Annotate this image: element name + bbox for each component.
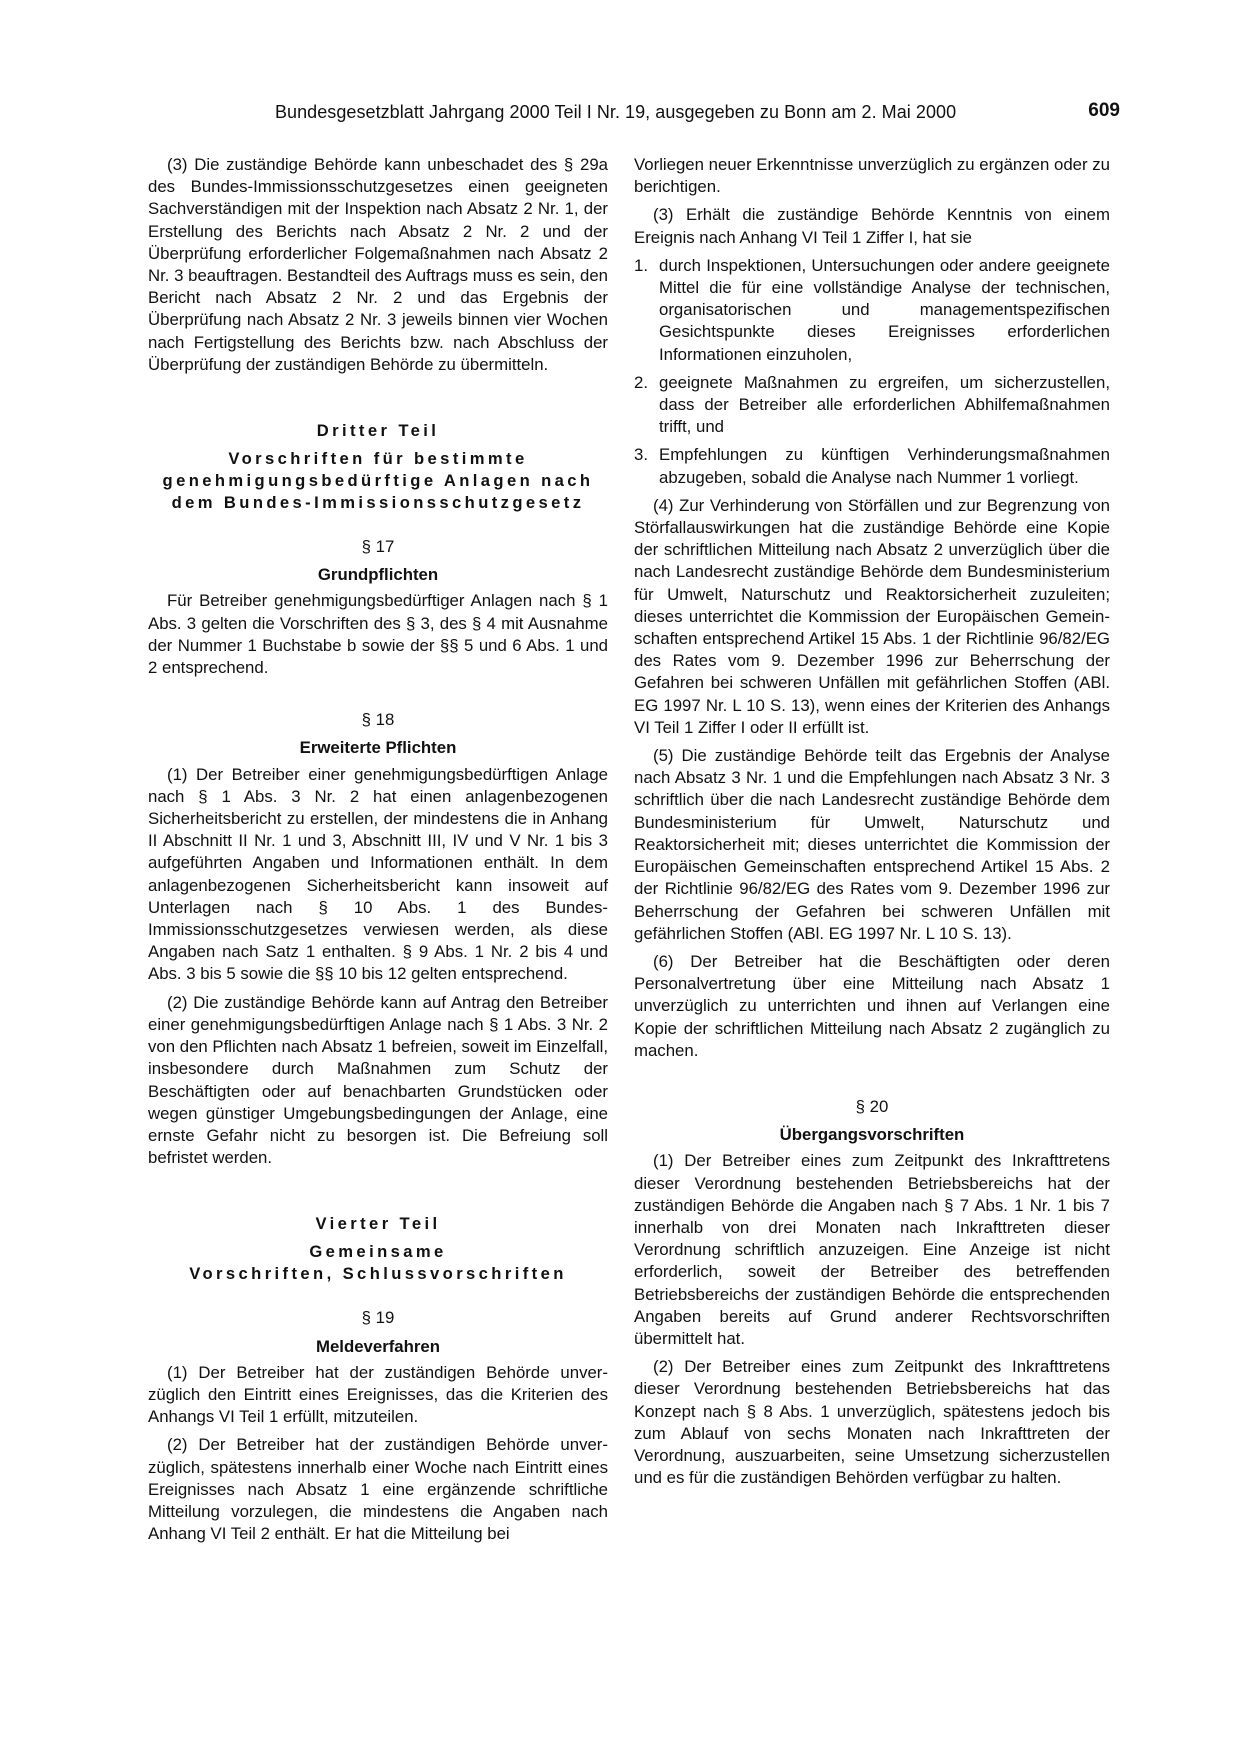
- list-item: [634, 372, 1110, 439]
- part-subheading-3-line2: genehmigungsbedürftige Anlagen nach: [162, 471, 594, 491]
- list-item-text: geeignete Maßnahmen zu ergreifen, um sicherzustellen, dass der Betreiber alle erforderlichen Abhilfemaßnahmen trifft, und: [659, 372, 1110, 437]
- right-column: [634, 154, 1110, 1495]
- part-subheading-3-line3: dem Bundes-Immissionsschutzgesetz: [171, 493, 585, 513]
- running-title: Bundesgesetzblatt Jahrgang 2000 Teil I Nr. 19, ausgegeben zu Bonn am 2. Mai 2000: [275, 102, 957, 122]
- paragraph-16-3: (3) Die zuständige Behörde kann unbeschadet des § 29a des Bundes-Immissionsschutzgesetzes einen geeigneten Sachverständigen mit der Inspektion nach Absatz 2 Nr. 1, der Erstellung des Berichts nach Absatz 2 Nr. 2 und der Überprüfung erforderlicher Folgemaßnahmen nach Absatz 2 Nr. 3 beauftragen. Bestandteil des Auftrags muss es sein, den Bericht nach Absatz 2 Nr. 2 und das Ergebnis der Überprüfung nach Absatz 2 Nr. 3 jeweils binnen vier Wochen nach Fertigstellung des Berichts bzw. nach Abschluss der Überprüfung der zuständigen Behörde zu übermitteln.: [148, 155, 608, 374]
- section-19-paragraph-2-continued: Vorliegen neuer Erkenntnisse unverzüglich zu ergänzen oder zu berichtigen.: [634, 155, 1110, 197]
- section-number-17: § 17: [361, 537, 395, 557]
- part-subheading-4-line2: Vorschriften, Schlussvorschriften: [189, 1264, 567, 1284]
- section-17-paragraph: Für Betreiber genehmigungsbedürftiger Anlagen nach § 1 Abs. 3 gelten die Vorschriften des § 3, des § 4 mit Ausnahme der Nummer 1 Buchstabe b sowie der §§ 5 und 6 Abs. 1 und 2 entsprechend.: [148, 591, 608, 678]
- section-20-paragraph-1: (1) Der Betreiber eines zum Zeitpunkt des Inkrafttretens dieser Verordnung bestehenden Betriebsbereichs hat der zuständigen Behörde die Angaben nach § 7 Abs. 1 Nr. 1 bis 7 innerhalb von drei Monaten nach Inkrafttreten dieser Verordnung schriftlich anzuzeigen. Eine Anzeige ist nicht erforderlich, soweit der Betreiber des betreffenden Betriebsbereichs der zuständigen Behörde die entsprechenden Angaben bereits auf Grund anderer Rechtsvorschriften übermittelt hat.: [634, 1151, 1110, 1348]
- page-number: 609: [1088, 100, 1120, 121]
- section-number-18: § 18: [361, 710, 395, 730]
- part-heading-3: Dritter Teil: [316, 421, 440, 441]
- section-18-paragraph-2: (2) Die zuständige Behörde kann auf Antrag den Betreiber einer genehmigungsbedürftigen Anlage nach § 1 Abs. 3 Nr. 2 von den Pflichten nach Absatz 1 befreien, soweit im Einzelfall, insbesondere durch Maßnahmen zum Schutz der Beschäftigten oder auf benachbarten Grundstücken oder wegen günstiger Umgebungsbedingungen der Anlage, eine ernste Gefahr nicht zu besorgen ist. Die Befreiung soll befristet werden.: [148, 992, 608, 1168]
- section-19-measures-list: [634, 255, 1110, 489]
- running-header: [275, 100, 1120, 128]
- section-19-paragraph-6: (6) Der Betreiber hat die Beschäftigten oder deren Personalvertretung über eine Mitteilung nach Absatz 1 unverzüglich zu unterrichten und ihnen auf Verlangen eine Kopie der schriftlichen Mitteilung nach Absatz 2 zugänglich zu machen.: [634, 951, 1110, 1060]
- list-item-text: Empfehlungen zu künftigen Verhinderungsmaßnahmen abzugeben, sobald die Analyse nach Nummer 1 vorliegt.: [659, 445, 1110, 487]
- list-item-number: 2.: [634, 372, 648, 392]
- section-number-19: § 19: [361, 1308, 395, 1328]
- list-item-number: 3.: [634, 445, 648, 465]
- section-19-paragraph-5: (5) Die zuständige Behörde teilt das Ergebnis der Analyse nach Absatz 3 Nr. 1 und die Empfehlungen nach Absatz 3 Nr. 3 schriftlich über die nach Landesrecht zuständige Behörde dem Bundesministerium für Umwelt, Naturschutz und Reaktorsicherheit mit; dieses unterrichtet die Kommission der Europäischen Gemeinschaften entsprechend Artikel 15 Abs. 2 der Richtlinie 96/82/EG des Rates vom 9. Dezember 1996 zur Beherrschung der Gefahren bei schweren Unfällen mit gefährlichen Stoffen (ABl. EG 1997 Nr. L 10 S. 13).: [634, 746, 1110, 943]
- part-heading-4: Vierter Teil: [315, 1214, 441, 1234]
- section-title-18: Erweiterte Pflichten: [299, 738, 457, 758]
- list-item-number: 1.: [634, 255, 648, 275]
- section-title-20: Übergangsvorschriften: [779, 1125, 965, 1145]
- left-column: [148, 154, 608, 1551]
- section-19-paragraph-4: (4) Zur Verhinderung von Störfällen und zur Begrenzung von Störfallauswirkungen hat die zuständige Behörde eine Kopie der schriftlichen Mitteilung nach Absatz 2 unverzüglich über die nach Landesrecht zuständige Behörde dem Bundesministerium für Umwelt, Naturschutz und Reaktorsicherheit zuzuleiten; dieses unterrichtet die Kommission der Europäischen Gemeinschaften entsprechend Artikel 15 Abs. 1 der Richtlinie 96/82/EG des Rates vom 9. Dezember 1996 zur Beherrschung der Gefahren bei schweren Unfällen mit gefährlichen Stoffen (ABl. EG 1997 Nr. L 10 S. 13), wenn eines der Kriterien des Anhangs VI Teil 1 Ziffer I oder II erfüllt ist.: [634, 495, 1110, 737]
- section-19-paragraph-1: (1) Der Betreiber hat der zuständigen Behörde unverzüglich den Eintritt eines Ereignisses, das die Kriterien des Anhangs VI Teil 1 erfüllt, mitzuteilen.: [148, 1362, 608, 1427]
- section-18-paragraph-1: (1) Der Betreiber einer genehmigungsbedürftigen Anlage nach § 1 Abs. 3 Nr. 2 hat einen anlagenbezogenen Sicherheitsbericht zu erstellen, der mindestens die in Anhang II Abschnitt II Nr. 1 und 3, Abschnitt III, IV und V Nr. 1 bis 3 aufgeführten Angaben und Informationen enthält. In dem anlagenbezogenen Sicherheitsbericht kann insoweit auf Unterlagen nach § 10 Abs. 1 des Bundes-Immissionsschutzgesetzes verwiesen werden, als diese Angaben nach Satz 1 enthalten. § 9 Abs. 1 Nr. 2 bis 4 und Abs. 3 bis 5 sowie die §§ 10 bis 12 gelten entsprechend.: [148, 764, 608, 984]
- part-subheading-4-line1: Gemeinsame: [309, 1242, 447, 1262]
- section-title-17: Grundpflichten: [317, 565, 439, 585]
- list-item: [634, 444, 1110, 488]
- section-title-19: Meldeverfahren: [315, 1336, 441, 1356]
- list-item-text: durch Inspektionen, Untersuchungen oder andere geeignete Mittel die für eine vollständige Analyse der technischen, organisatorischen und managementspezifischen Gesichtspunkte dieses Ereignisses erforderlichen Informationen einzuholen,: [659, 255, 1110, 364]
- section-20-paragraph-2: (2) Der Betreiber eines zum Zeitpunkt des Inkrafttretens dieser Verordnung bestehenden Betriebsbereichs hat das Konzept nach § 8 Abs. 1 unverzüglich, spätestens jedoch bis zum Ablauf von sechs Monaten nach Inkrafttreten der Verordnung, auszuarbeiten, seine Umsetzung sicherzustellen und es für die zuständigen Behörden verfügbar zu halten.: [634, 1357, 1110, 1488]
- section-19-paragraph-2: (2) Der Betreiber hat der zuständigen Behörde unverzüglich, spätestens innerhalb einer Woche nach Eintritt eines Ereignisses nach Absatz 1 eine ergänzende schriftliche Mitteilung vorzulegen, die mindestens die Angaben nach Anhang VI Teil 2 enthält. Er hat die Mitteilung bei: [148, 1435, 608, 1544]
- section-19-paragraph-3: (3) Erhält die zuständige Behörde Kenntnis von einem Ereignis nach Anhang VI Teil 1 Ziffer I, hat sie: [634, 205, 1110, 247]
- part-subheading-3-line1: Vorschriften für bestimmte: [228, 449, 528, 469]
- list-item: [634, 255, 1110, 366]
- section-number-20: § 20: [855, 1096, 889, 1116]
